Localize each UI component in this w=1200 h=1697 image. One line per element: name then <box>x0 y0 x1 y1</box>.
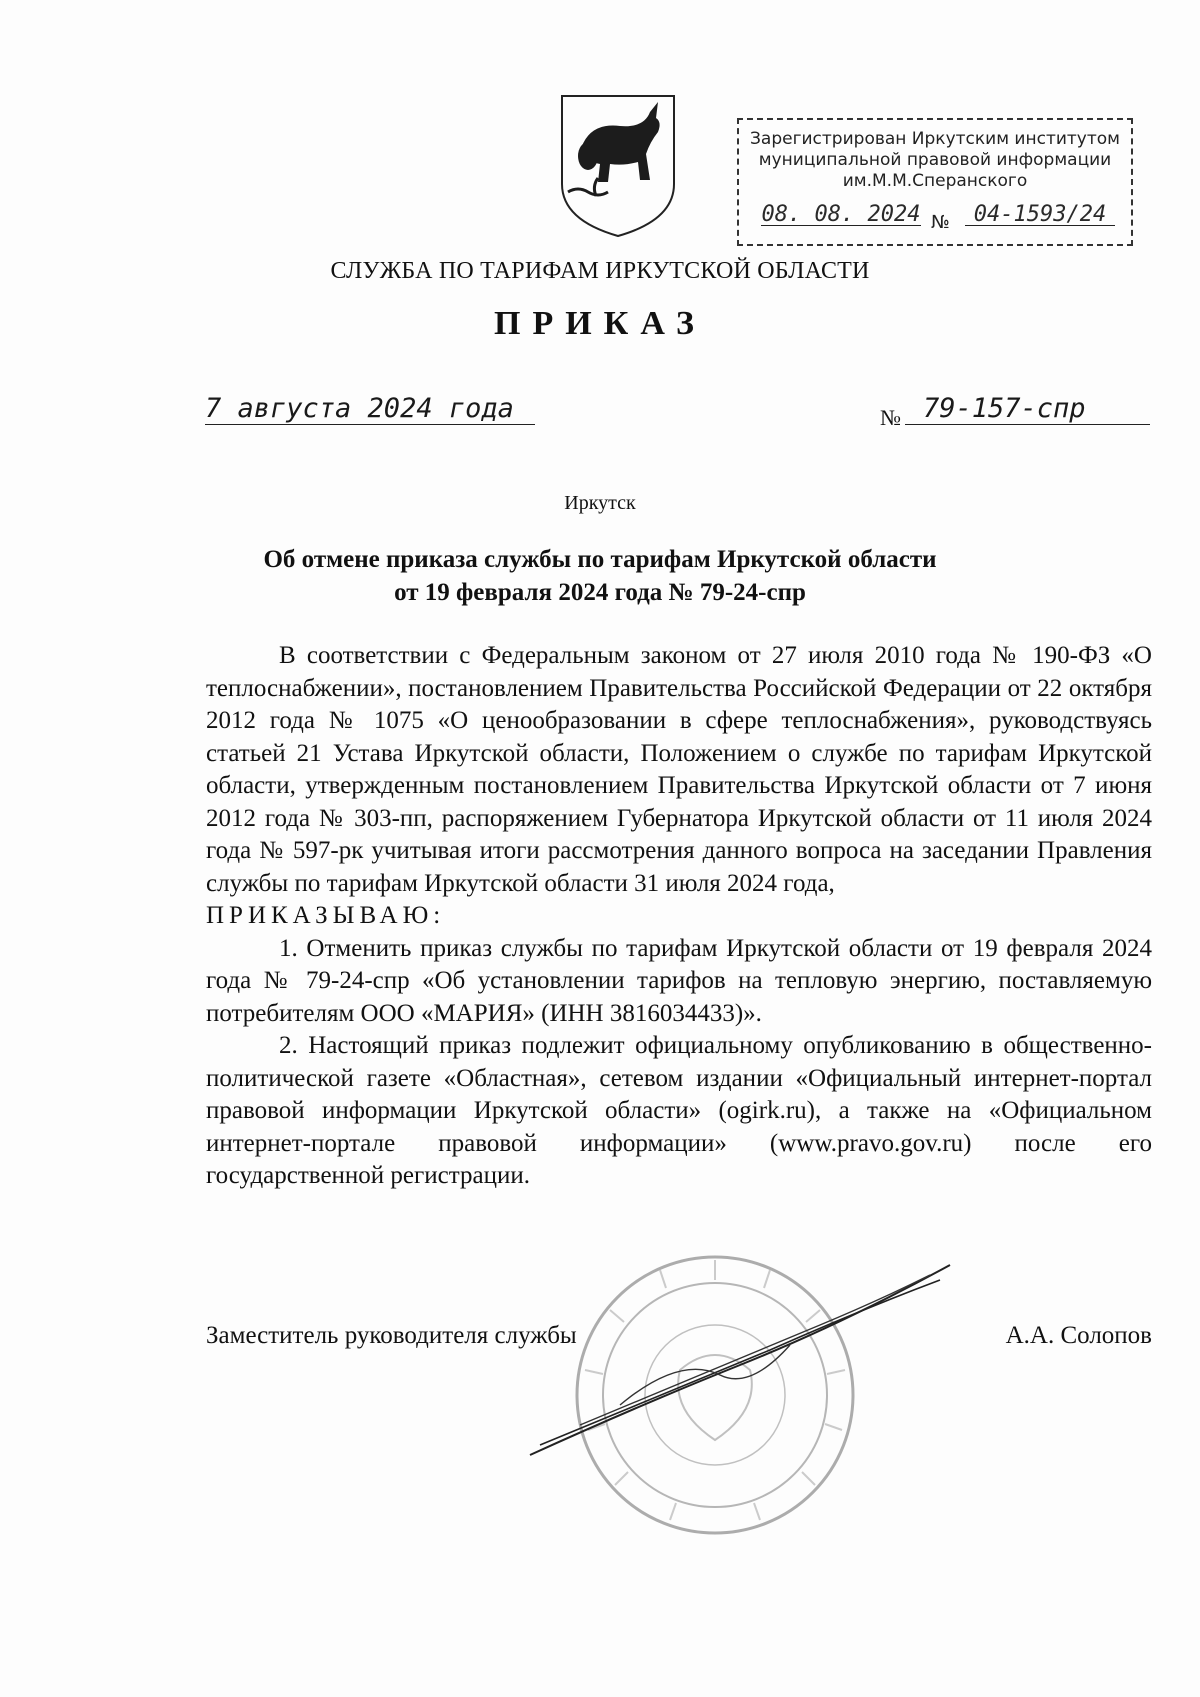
preamble-paragraph: В соответствии с Федеральным законом от 27 июля 2010 года № 190-ФЗ «О теплоснабжении», постановлением Правительства Российской Федерации от 22 октября 2012 года № 1075 «О ценообразовании в сфере теплоснабжения», руководствуясь статьей 21 Устава Иркутской области, Положением о службе по тарифам Иркутской области, утвержденным постановлением Правительства Иркутской области от 7 июня 2012 года № 303-пп, распоряжением Губернатора Иркутской области от 11 июля 2024 года № 597-рк учитывая итоги рассмотрения данного вопроса на заседании Правления службы по тарифам Иркутской области 31 июля 2024 года, <box>206 642 1152 897</box>
organization-name: СЛУЖБА ПО ТАРИФАМ ИРКУТСКОЙ ОБЛАСТИ <box>330 258 870 284</box>
registration-date: 08. 08. 2024 <box>761 202 921 227</box>
registration-stamp-line: им.М.М.Сперанского <box>842 171 1028 191</box>
subject-line: Об отмене приказа службы по тарифам Иркутской области <box>263 546 937 573</box>
registration-stamp-line: Зарегистрирован Иркутским институтом <box>750 129 1120 149</box>
subject-line: от 19 февраля 2024 года № 79-24-спр <box>394 579 806 606</box>
order-number-handwritten: 79-157-спр <box>905 393 1150 425</box>
order-date-handwritten: 7 августа 2024 года <box>205 393 535 425</box>
city-name: Иркутск <box>564 492 636 514</box>
registration-number: 04-1593/24 <box>965 204 1115 226</box>
registration-number-label: № <box>931 212 950 233</box>
order-body <box>206 640 1152 1193</box>
irkutsk-coat-of-arms-icon <box>558 92 678 240</box>
handwritten-signature-icon <box>520 1255 960 1475</box>
registration-stamp-line: муниципальной правовой информации <box>758 150 1112 170</box>
order-subject <box>0 543 1200 609</box>
document-type-title: ПРИКАЗ <box>494 305 706 342</box>
decree-heading: ПРИКАЗЫВАЮ: <box>206 902 446 929</box>
signatory-position: Заместитель руководителя службы <box>206 1322 577 1349</box>
registration-stamp-fields <box>753 204 1117 238</box>
order-number-label: № <box>880 405 901 430</box>
order-item-1: 1. Отменить приказ службы по тарифам Иркутской области от 19 февраля 2024 года № 79-24-спр «Об установлении тарифов на тепловую энергию, поставляемую потребителям ООО «МАРИЯ» (ИНН 3816034433)». <box>206 934 1152 1027</box>
order-item-2: 2. Настоящий приказ подлежит официальному опубликованию в общественно-политической газете «Областная», сетевом издании «Официальный интернет-портал правовой информации Иркутской области» (ogirk.ru), а также на «Официальном интернет-портале правовой информации» (www.pravo.gov.ru) после его государственной регистрации. <box>206 1032 1152 1189</box>
registration-stamp <box>737 118 1133 246</box>
signatory-name: А.А. Солопов <box>1005 1322 1152 1349</box>
